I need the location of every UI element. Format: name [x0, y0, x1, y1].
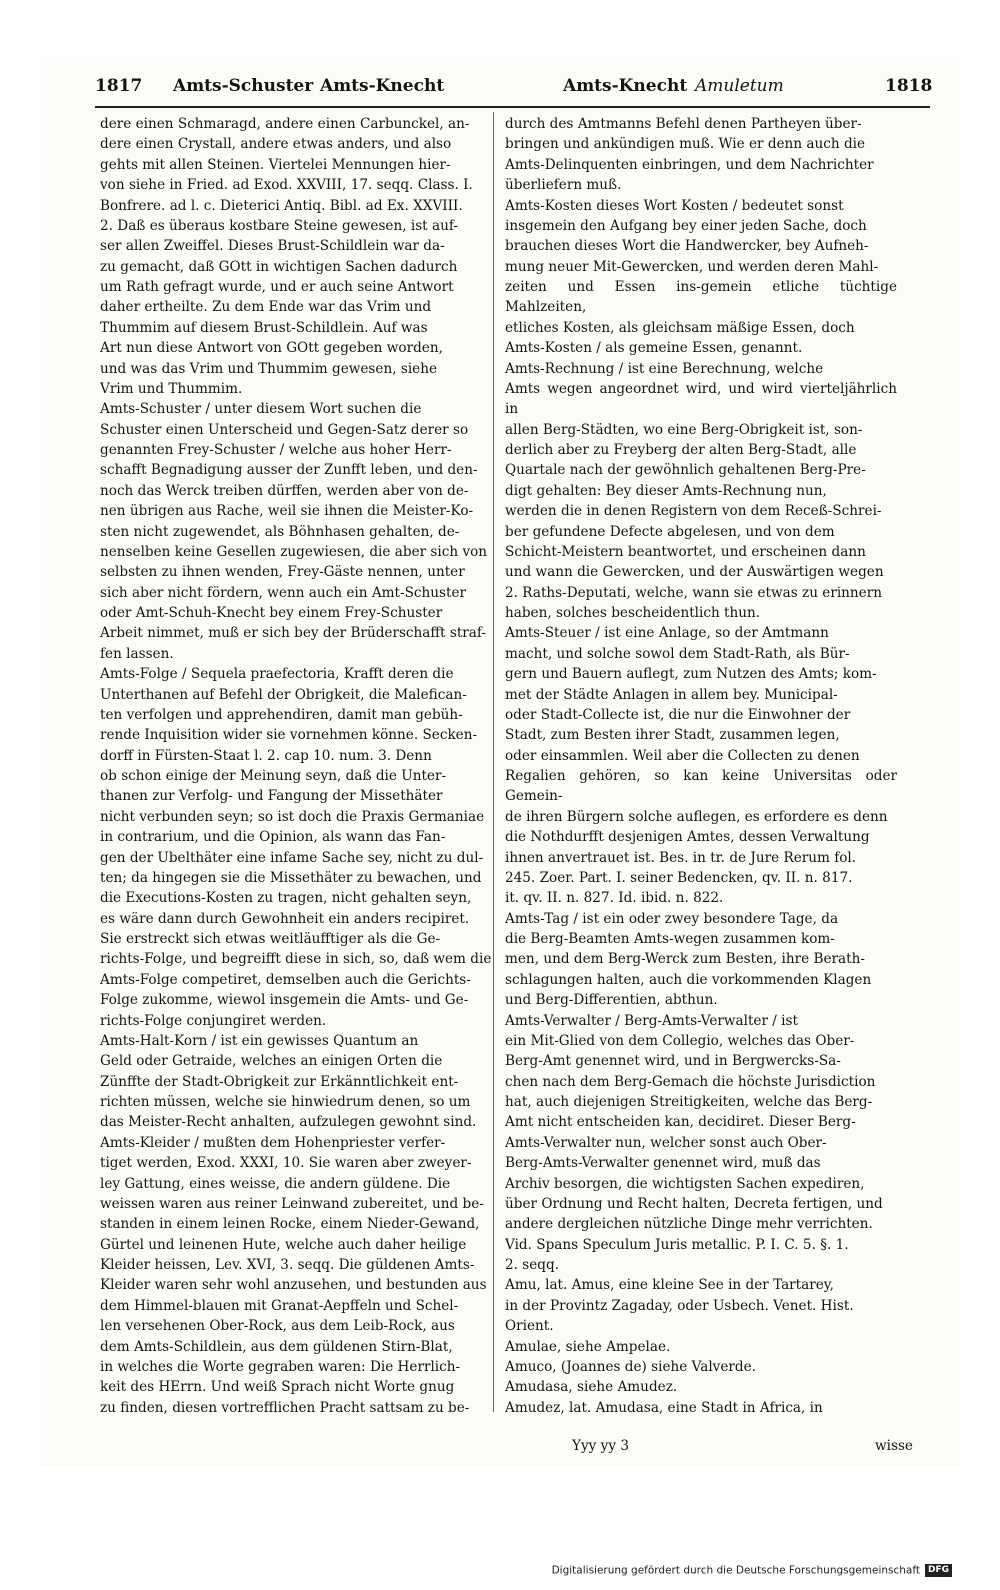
- text-line: Regalien gehören, so kan keine Universitas oder Gemein-: [505, 768, 897, 805]
- text-line: Orient.: [505, 1318, 554, 1335]
- text-line: Zünffte der Stadt-Obrigkeit zur Erkänntlichkeit ent-: [100, 1073, 459, 1090]
- text-line: weissen waren aus reiner Leinwand zubereitet, und be-: [100, 1195, 484, 1212]
- text-line: zu finden, diesen vortrefflichen Pracht sattsam zu be-: [100, 1399, 470, 1414]
- text-line: Art nun diese Antwort von GOtt gegeben worden,: [100, 340, 443, 357]
- signature-mark: Yyy yy 3: [572, 1438, 629, 1454]
- text-line: richts-Folge conjungiret werden.: [100, 1012, 327, 1029]
- text-line: macht, und solche sowol dem Stadt-Rath, als Bür-: [505, 645, 850, 662]
- right-page-number: 1818: [885, 76, 933, 96]
- text-line: Amts-Kosten dieses Wort Kosten / bedeutet sonst: [505, 197, 844, 214]
- text-line: it. qv. II. n. 827. Id. ibid. n. 822.: [505, 890, 724, 907]
- text-line: Stadt, zum Besten ihrer Stadt, zusammen legen,: [505, 727, 840, 744]
- right-keyword-2: Amuletum: [695, 76, 784, 96]
- text-line: 2. seqq.: [505, 1257, 560, 1273]
- text-line: richten müssen, welche sie hinwiedrum denen, so um: [100, 1094, 471, 1110]
- text-line: oder Stadt-Collecte ist, die nur die Einwohner der: [505, 706, 851, 723]
- text-line: men, und dem Berg-Werck zum Besten, ihre Berath-: [505, 951, 865, 968]
- text-line: etliches Kosten, als gleichsam mäßige Essen, doch: [505, 319, 855, 336]
- text-line: keit des HErrn. Und weiß Sprach nicht Worte gnug: [100, 1379, 455, 1396]
- text-line: die Executions-Kosten zu tragen, nicht gehalten seyn,: [100, 890, 472, 907]
- text-line: Gürtel und leinenen Hute, welche auch daher heilige: [100, 1236, 467, 1253]
- text-line: rende Inquisition wider sie vornehmen könne. Secken-: [100, 727, 478, 744]
- text-line: über Ordnung und Recht halten, Decreta fertigen, und: [505, 1195, 883, 1212]
- text-line: in welches die Worte gegraben waren: Die Herrlich-: [100, 1358, 461, 1375]
- text-line: richts-Folge, und begreifft diese in sich, so, daß wem die: [100, 951, 492, 968]
- text-line: Amulae, siehe Ampelae.: [505, 1338, 671, 1355]
- digitization-credit: [552, 1564, 952, 1577]
- text-line: und wann die Gewercken, und der Auswärtigen wegen: [505, 564, 884, 581]
- text-line: in der Provintz Zagaday, oder Usbech. Venet. Hist.: [505, 1297, 854, 1314]
- text-line: fen lassen.: [100, 645, 174, 662]
- text-line: von siehe in Fried. ad Exod. XXVIII, 17. seqq. Class. I.: [100, 177, 473, 194]
- left-page-number: 1817: [95, 76, 143, 96]
- text-line: Amt nicht entscheiden kan, decidiret. Dieser Berg-: [505, 1114, 856, 1131]
- text-line: zeiten und Essen ins-gemein etliche tüchtige Mahlzeiten,: [505, 279, 897, 316]
- text-line: haben, solches bescheidentlich thun.: [505, 605, 761, 621]
- text-line: schafft Begnadigung ausser der Zunfft leben, und den-: [100, 462, 478, 479]
- text-line: noch das Werck treiben dürffen, werden aber von de-: [100, 482, 469, 499]
- text-line: Amts-Kosten / als gemeine Essen, genannt.: [505, 340, 803, 357]
- text-line: Sie erstreckt sich etwas weitläufftiger als die Ge-: [100, 931, 441, 947]
- text-line: dem Amts-Schildlein, aus dem güldenen Stirn-Blat,: [100, 1338, 453, 1355]
- text-line: nicht verbunden seyn; so ist doch die Praxis Germaniae: [100, 808, 485, 825]
- text-line: genannten Frey-Schuster / welche aus hoher Herr-: [100, 442, 452, 458]
- text-line: Thummim auf diesem Brust-Schildlein. Auf was: [100, 319, 428, 336]
- text-line: standen in einem leinen Rocke, einem Nieder-Gewand,: [100, 1216, 480, 1233]
- text-line: Unterthanen auf Befehl der Obrigkeit, die Malefican-: [100, 686, 467, 703]
- text-line: Schicht-Meistern beantwortet, und erscheinen dann: [505, 543, 866, 560]
- text-line: selbsten zu ihnen wenden, Frey-Gäste nennen, unter: [100, 564, 465, 581]
- text-line: und was das Vrim und Thummim gewesen, siehe: [100, 360, 438, 377]
- text-line: Amts-Steuer / ist eine Anlage, so der Amtmann: [505, 625, 829, 642]
- text-line: oder Amt-Schuh-Knecht bey einem Frey-Schuster: [100, 605, 443, 621]
- text-line: hat, auch diejenigen Streitigkeiten, welche das Berg-: [505, 1094, 873, 1110]
- text-line: überliefern muß.: [505, 177, 622, 194]
- credit-text: Digitalisierung gefördert durch die Deutsche Forschungsgemeinschaft: [551, 1564, 920, 1577]
- right-column: [505, 114, 897, 1414]
- text-line: dere einen Crystall, andere etwas anders, und also: [100, 136, 452, 153]
- text-line: chen nach dem Berg-Gemach die höchste Jurisdiction: [505, 1073, 876, 1090]
- text-line: Vid. Spans Speculum Juris metallic. P. I. C. 5. §. 1.: [505, 1236, 849, 1253]
- page-scan: [40, 56, 960, 1466]
- text-line: dorff in Fürsten-Staat l. 2. cap 10. num. 3. Denn: [100, 747, 432, 764]
- text-line: Amts-Rechnung / ist eine Berechnung, welche: [505, 360, 824, 377]
- text-line: brauchen dieses Wort die Handwercker, bey Aufneh-: [505, 238, 869, 255]
- text-line: len versehenen Ober-Rock, aus dem Leib-Rock, aus: [100, 1318, 455, 1335]
- left-column: [100, 114, 492, 1414]
- dfg-logo: DFG: [925, 1564, 952, 1577]
- text-line: dere einen Schmaragd, andere einen Carbunckel, an-: [100, 116, 470, 132]
- text-line: in contrarium, und die Opinion, als wann das Fan-: [100, 829, 446, 846]
- text-line: Amuco, (Joannes de) siehe Valverde.: [505, 1358, 756, 1375]
- text-line: bringen und ankündigen muß. Wie er denn auch die: [505, 136, 866, 153]
- text-line: Amts-Tag / ist ein oder zwey besondere Tage, da: [505, 910, 839, 927]
- text-line: Berg-Amts-Verwalter genennet wird, muß das: [505, 1155, 821, 1172]
- text-line: schlagungen halten, auch die vorkommenden Klagen: [505, 971, 872, 988]
- header-rule: [95, 106, 930, 108]
- text-line: Amts wegen angeordnet wird, und wird vierteljährlich in: [505, 380, 897, 418]
- text-line: sich aber nicht fördern, wenn auch ein Amt-Schuster: [100, 584, 467, 601]
- text-line: 2. Daß es überaus kostbare Steine gewesen, ist auf-: [100, 217, 458, 234]
- text-line: Amts-Halt-Korn / ist ein gewisses Quantum an: [100, 1032, 419, 1049]
- text-line: ten verfolgen und apprehendiren, damit man gebüh-: [100, 706, 463, 723]
- text-line: allen Berg-Städten, wo eine Berg-Obrigkeit ist, son-: [505, 421, 863, 438]
- text-line: Amts-Folge / Sequela praefectoria, Krafft deren die: [100, 666, 454, 683]
- text-line: Amudez, lat. Amudasa, eine Stadt in Africa, in: [505, 1399, 823, 1414]
- text-line: derlich aber zu Freyberg der alten Berg-Stadt, alle: [505, 442, 857, 458]
- text-line: Amts-Schuster / unter diesem Wort suchen die: [100, 401, 422, 418]
- text-line: met der Städte Anlagen in allem bey. Municipal-: [505, 686, 838, 703]
- text-line: nen übrigen aus Rache, weil sie ihnen die Meister-Ko-: [100, 503, 474, 520]
- text-line: Amts-Delinquenten einbringen, und dem Nachrichter: [505, 156, 874, 173]
- column-divider: [493, 112, 494, 1412]
- text-line: Berg-Amt genennet wird, und in Bergwercks-Sa-: [505, 1053, 841, 1070]
- text-line: Amts-Kleider / mußten dem Hohenpriester verfer-: [100, 1134, 446, 1151]
- text-line: und Berg-Differentien, abthun.: [505, 992, 718, 1009]
- text-line: ley Gattung, eines weisse, die andern güldene. Die: [100, 1175, 451, 1192]
- text-line: das Meister-Recht anhalten, aufzulegen gewohnt sind.: [100, 1114, 477, 1131]
- text-line: 2. Raths-Deputati, welche, wann sie etwas zu erinnern: [505, 584, 882, 601]
- text-line: 245. Zoer. Part. I. seiner Bedencken, qv. II. n. 817.: [505, 869, 853, 886]
- text-line: mung neuer Mit-Gewercken, und werden deren Mahl-: [505, 258, 879, 275]
- text-line: ihnen anvertrauet ist. Bes. in tr. de Jure Rerum fol.: [505, 849, 857, 866]
- right-keyword-1: Amts-Knecht: [563, 76, 688, 96]
- text-line: insgemein den Aufgang bey einer jeden Sache, doch: [505, 217, 867, 234]
- text-line: Kleider heissen, Lev. XVI, 3. seqq. Die güldenen Amts-: [100, 1257, 475, 1273]
- text-line: Amudasa, siehe Amudez.: [505, 1379, 678, 1396]
- text-line: Amu, lat. Amus, eine kleine See in der Tartarey,: [505, 1277, 834, 1294]
- text-line: Quartale nach der gewöhnlich gehaltenen Berg-Pre-: [505, 462, 866, 479]
- text-line: Amts-Folge competiret, demselben auch die Gerichts-: [100, 971, 471, 988]
- text-line: andere dergleichen nützliche Dinge mehr verrichten.: [505, 1216, 873, 1233]
- text-line: dem Himmel-blauen mit Granat-Aepffeln und Schel-: [100, 1297, 459, 1314]
- text-line: digt gehalten: Bey dieser Amts-Rechnung nun,: [505, 482, 827, 499]
- text-line: gehts mit allen Steinen. Viertelei Mennungen hier-: [100, 156, 451, 173]
- text-line: um Rath gefragt wurde, und er auch seine Antwort: [100, 279, 454, 295]
- text-line: die Nothdurfft desjenigen Amtes, dessen Verwaltung: [505, 829, 870, 846]
- text-line: werden die in denen Registern von dem Receß-Schrei-: [505, 503, 882, 520]
- text-line: durch des Amtmanns Befehl denen Partheyen über-: [505, 116, 862, 132]
- text-line: Vrim und Thummim.: [100, 380, 243, 397]
- text-line: die Berg-Beamten Amts-wegen zusammen kom-: [505, 931, 835, 947]
- left-keyword-2: Amts-Knecht: [320, 76, 445, 96]
- text-line: gern und Bauern auflegt, zum Nutzen des Amts; kom-: [505, 666, 877, 683]
- text-line: gen der Ubelthäter eine infame Sache sey, nicht zu dul-: [100, 849, 484, 866]
- text-line: ob schon einige der Meinung seyn, daß die Unter-: [100, 768, 447, 784]
- text-line: Archiv besorgen, die wichtigsten Sachen expediren,: [505, 1175, 865, 1192]
- text-line: nenselben keine Gesellen zugewiesen, die aber sich von: [100, 543, 488, 560]
- text-line: Arbeit nimmet, muß er sich bey der Brüderschafft straf-: [100, 625, 487, 642]
- text-line: es wäre dann durch Gewohnheit ein anders recipiret.: [100, 910, 470, 927]
- text-line: Schuster einen Unterscheid und Gegen-Satz derer so: [100, 421, 469, 438]
- left-keyword-1: Amts-Schuster: [173, 76, 314, 96]
- text-line: Bonfrere. ad l. c. Dieterici Antiq. Bibl. ad Ex. XXVIII.: [100, 197, 463, 214]
- text-line: ser allen Zweiffel. Dieses Brust-Schildlein war da-: [100, 238, 445, 255]
- text-line: ten; da hingegen sie die Missethäter zu bewachen, und: [100, 869, 482, 886]
- catchword: wisse: [875, 1438, 913, 1454]
- text-line: tiget werden, Exod. XXXI, 10. Sie waren aber zweyer-: [100, 1155, 472, 1172]
- text-line: thanen zur Verfolg- und Fangung der Missethäter: [100, 788, 443, 805]
- text-line: Amts-Verwalter nun, welcher sonst auch Ober-: [505, 1134, 827, 1151]
- text-line: Kleider waren sehr wohl anzusehen, und bestunden aus: [100, 1277, 487, 1294]
- text-line: Amts-Verwalter / Berg-Amts-Verwalter / ist: [505, 1012, 798, 1029]
- text-line: sten nicht zugewendet, als Böhnhasen gehalten, de-: [100, 523, 460, 540]
- text-line: daher ertheilte. Zu dem Ende war das Vrim und: [100, 299, 432, 316]
- running-header: [95, 68, 933, 108]
- text-line: oder einsammlen. Weil aber die Collecten zu denen: [505, 747, 860, 764]
- text-line: zu gemacht, daß GOtt in wichtigen Sachen dadurch: [100, 258, 458, 275]
- text-line: ber gefundene Defecte abgelesen, und von dem: [505, 523, 835, 540]
- text-line: Folge zukomme, wiewol insgemein die Amts- und Ge-: [100, 992, 469, 1009]
- text-line: ein Mit-Glied von dem Collegio, welches das Ober-: [505, 1032, 855, 1049]
- text-line: de ihren Bürgern solche auflegen, es erfordere es denn: [505, 808, 888, 825]
- text-line: Geld oder Getraide, welches an einigen Orten die: [100, 1053, 443, 1070]
